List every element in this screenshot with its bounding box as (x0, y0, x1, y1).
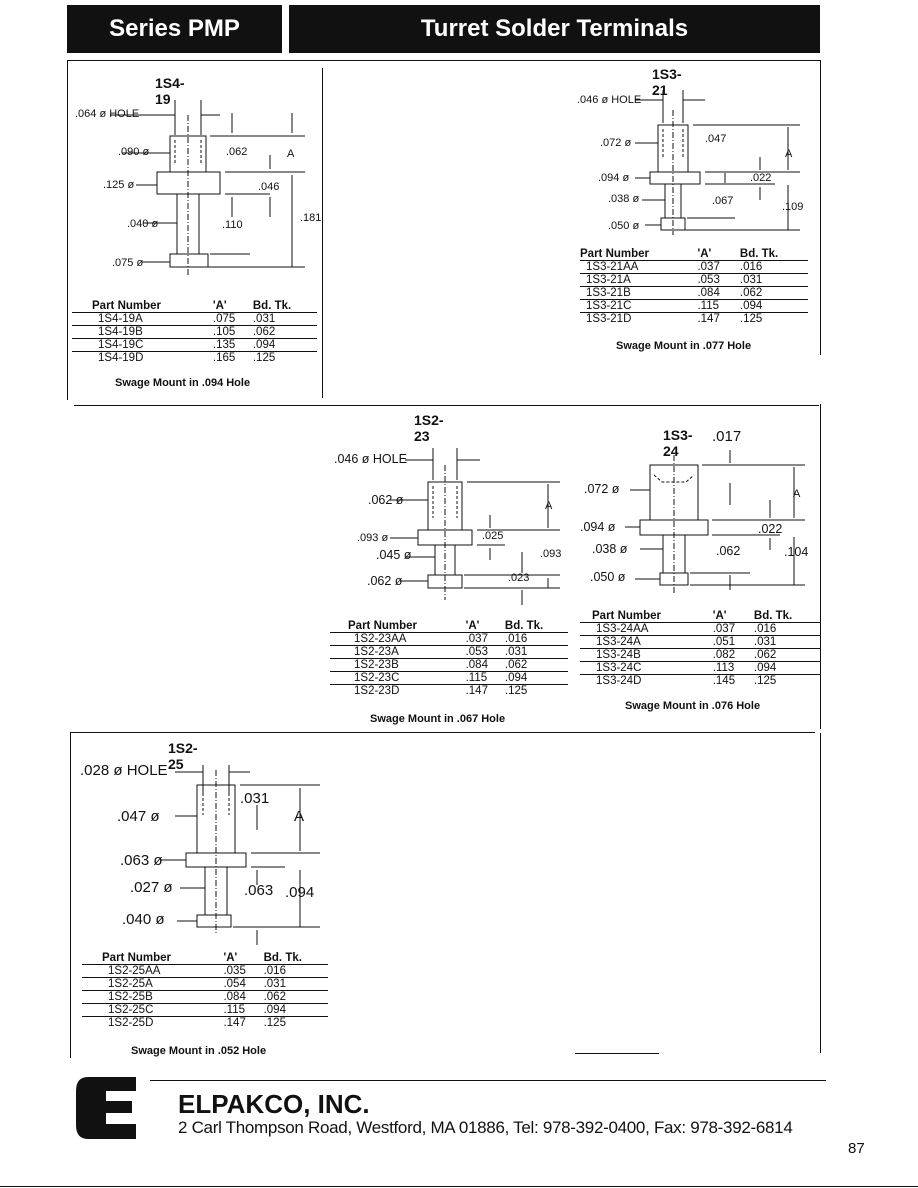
elpakco-logo (70, 1075, 150, 1141)
table-row: 1S3-21C .115 .094 (580, 300, 808, 313)
dim-022: .022 (750, 172, 772, 184)
table-row: 1S4-19D .165 .125 (98, 352, 276, 364)
table-row: 1S3-24D .145 .125 (596, 675, 777, 687)
dia-047: .047 ø (117, 808, 160, 825)
col-a: 'A' (697, 248, 739, 261)
dia-062: .062 ø (368, 493, 404, 507)
dim-109: .109 (782, 201, 804, 213)
swage-note: Swage Mount in .067 Hole (370, 713, 506, 725)
dim-a: A (793, 488, 801, 500)
product-header (289, 5, 820, 53)
table-row: 1S2-25C .115 .094 (82, 1004, 328, 1017)
dim-067: .067 (712, 195, 734, 207)
table-row: 1S4-19C .135 .094 (72, 339, 317, 352)
frame-left-rule (67, 60, 68, 400)
terminal-drawing-1s2-25 (75, 760, 325, 940)
dia-062b: .062 ø (367, 574, 403, 588)
table-row: 1S3-21AA .037 .016 (580, 261, 808, 274)
dim-a: A (287, 148, 295, 160)
table-row: 1S2-23AA .037 .016 (330, 633, 568, 646)
series-header (67, 5, 282, 53)
col-part: Part Number (82, 952, 223, 965)
table-row: 1S2-23C .115 .094 (330, 672, 568, 685)
dia-038: .038 ø (608, 193, 640, 205)
dim-062: .062 (716, 544, 741, 558)
dim-023: .023 (508, 572, 530, 584)
table-row: 1S2-23B .084 .062 (330, 659, 568, 672)
parts-table-1s3-21 (580, 248, 808, 325)
dim-a: A (545, 500, 553, 512)
dim-047: .047 (705, 133, 727, 145)
table-row: 1S3-21A .053 .031 (580, 274, 808, 287)
col-part: Part Number (72, 300, 213, 313)
dim-093: .093 (540, 548, 562, 560)
swage-note: Swage Mount in .094 Hole (115, 377, 251, 389)
col-a: 'A' (223, 952, 263, 965)
frame-center-rule (322, 68, 323, 398)
part-title: 1S3-21 (652, 66, 682, 98)
dia-063: .063 ø (120, 852, 163, 869)
dia-050: .050 ø (590, 570, 626, 584)
page-number: 87 (848, 1140, 865, 1157)
row3-left-rule (70, 733, 71, 1058)
company-name: ELPAKCO, INC. (178, 1089, 370, 1119)
table-row: 1S4-19A .075 .031 (72, 313, 317, 326)
dim-031: .031 (240, 790, 270, 807)
table-row: 1S3-24A .051 .031 (580, 636, 820, 649)
parts-table-1s4-19 (72, 300, 317, 364)
parts-table-1s2-23 (330, 620, 568, 697)
dia-090: .090 ø (118, 146, 150, 158)
dim-017: .017 (712, 428, 742, 445)
row3-short-rule (575, 1053, 659, 1054)
dim-a: A (785, 148, 793, 160)
dia-040: .040 ø (122, 911, 165, 928)
dia-094: .094 ø (598, 172, 630, 184)
col-part: Part Number (330, 620, 466, 633)
hole-dim: .046 ø HOLE (334, 452, 407, 466)
table-row: 1S2-23D .147 .125 (354, 685, 528, 697)
dim-094: .094 (285, 884, 315, 901)
hole-dim: .064 ø HOLE (75, 108, 140, 120)
part-title: 1S4-19 (155, 75, 185, 107)
dim-022: .022 (758, 522, 783, 536)
table-row: 1S3-24B .082 .062 (580, 649, 820, 662)
table-row: 1S3-24C .113 .094 (580, 662, 820, 675)
swage-note: Swage Mount in .052 Hole (131, 1045, 267, 1057)
table-row: 1S2-25D .147 .125 (108, 1017, 286, 1029)
parts-table-1s2-25 (82, 952, 328, 1029)
row2-right-rule (820, 404, 821, 729)
dim-181: .181 (300, 212, 322, 224)
dia-075: .075 ø (112, 257, 144, 269)
hole-dim: .028 ø HOLE (80, 762, 168, 779)
dim-046: .046 (258, 181, 280, 193)
terminal-drawing-1s4-19 (70, 95, 310, 295)
frame-top-rule (67, 60, 821, 61)
part-title: 1S3-24 (663, 427, 693, 459)
table-row: 1S3-21B .084 .062 (580, 287, 808, 300)
hole-dim: .046 ø HOLE (577, 94, 642, 106)
table-row: 1S3-21D .147 .125 (586, 313, 763, 325)
dia-093: .093 ø (357, 532, 389, 544)
col-bd: Bd. Tk. (264, 952, 328, 965)
dim-063: .063 (244, 882, 274, 899)
dia-072: .072 ø (600, 137, 632, 149)
series-title: Series PMP (109, 15, 240, 42)
table-row: 1S2-25A .054 .031 (82, 978, 328, 991)
dia-072: .072 ø (584, 482, 620, 496)
col-a: 'A' (466, 620, 505, 633)
company-address: 2 Carl Thompson Road, Westford, MA 01886, Tel: 978-392-0400, Fax: 978-392-6814 (178, 1118, 793, 1137)
col-a: 'A' (213, 300, 253, 313)
row2-bottom-rule (70, 732, 815, 733)
parts-table-1s3-24 (580, 610, 820, 687)
swage-note: Swage Mount in .077 Hole (616, 340, 752, 352)
swage-note: Swage Mount in .076 Hole (625, 700, 761, 712)
dim-110: .110 (222, 219, 243, 231)
product-title: Turret Solder Terminals (420, 15, 689, 42)
part-title: 1S2-25 (168, 740, 198, 772)
dim-a: A (294, 808, 305, 825)
col-bd: Bd. Tk. (253, 300, 317, 313)
col-bd: Bd. Tk. (754, 610, 820, 623)
col-part: Part Number (580, 248, 697, 261)
table-row: 1S2-25B .084 .062 (82, 991, 328, 1004)
row3-right-rule (820, 733, 821, 1053)
frame-right-rule (820, 60, 821, 355)
dia-038: .038 ø (592, 542, 628, 556)
dia-027: .027 ø (130, 879, 173, 896)
dia-045: .045 ø (376, 548, 412, 562)
col-a: 'A' (713, 610, 754, 623)
dia-050: .050 ø (608, 220, 640, 232)
table-row: 1S2-23A .053 .031 (330, 646, 568, 659)
page-bottom-rule (0, 1186, 918, 1187)
row1-bottom-rule (74, 405, 819, 406)
dia-094: .094 ø (580, 520, 616, 534)
dia-125: .125 ø (103, 179, 135, 191)
dia-040: .040 ø (127, 218, 159, 230)
table-row: 1S2-25AA .035 .016 (82, 965, 328, 978)
dim-025: .025 (482, 530, 504, 542)
col-bd: Bd. Tk. (505, 620, 568, 633)
col-part: Part Number (580, 610, 713, 623)
dim-062: .062 (226, 146, 248, 158)
table-row: 1S3-24AA .037 .016 (580, 623, 820, 636)
dim-104: .104 (784, 545, 809, 559)
footer-top-rule (150, 1080, 826, 1081)
table-row: 1S4-19B .105 .062 (72, 326, 317, 339)
col-bd: Bd. Tk. (740, 248, 808, 261)
part-title: 1S2-23 (414, 412, 444, 444)
